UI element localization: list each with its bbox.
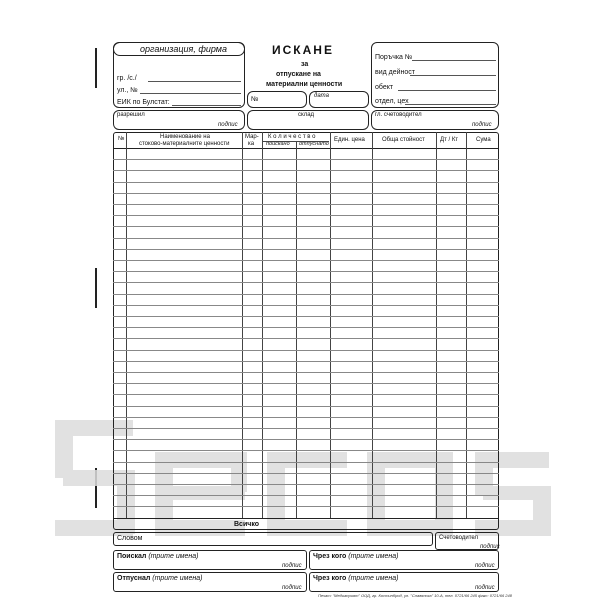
- chief-accountant-signature-label: подпис: [472, 122, 492, 128]
- through-whom-signature-label-2: подпис: [475, 585, 495, 591]
- released-by-title: Отпуснал: [117, 575, 151, 582]
- table-row-line: [113, 450, 499, 451]
- table-row-line: [113, 406, 499, 407]
- through-whom-title-2: Чрез кого: [313, 575, 347, 582]
- table-column-line: [436, 132, 437, 518]
- requested-by-signature-label: подпис: [282, 563, 302, 569]
- table-row-line: [113, 182, 499, 183]
- col-quantity-header: К о л и ч е с т в о: [268, 134, 316, 140]
- warehouse-label: склад: [298, 112, 315, 118]
- table-row-line: [113, 271, 499, 272]
- table-row-line: [113, 383, 499, 384]
- table-column-line: [330, 132, 331, 518]
- requested-by-title: Поискал: [117, 553, 147, 560]
- table-row-line: [113, 439, 499, 440]
- requested-by-label: [117, 553, 199, 560]
- col-number-header: №: [118, 136, 125, 142]
- binder-mark-top: [95, 48, 97, 88]
- col-unit-price-header: Един. цена: [334, 137, 365, 143]
- table-column-line: [126, 132, 127, 518]
- table-row-line: [113, 260, 499, 261]
- table-column-line: [466, 132, 467, 518]
- approved-by-label: разрешил: [117, 112, 145, 118]
- table-row-line: [113, 226, 499, 227]
- col-released-header: отпуснато: [299, 141, 329, 147]
- accountant-label: Счетоводител: [439, 535, 479, 541]
- col-dt-kt-header: Дт / Кт: [440, 137, 459, 143]
- department-label: отдел, цех: [375, 98, 409, 105]
- in-words-label: Словом: [117, 535, 143, 542]
- through-whom-signature-label-1: подпис: [475, 563, 495, 569]
- col-name-header-2: стоково-материалните ценности: [139, 141, 230, 147]
- released-by-signature-label: подпис: [282, 585, 302, 591]
- approved-by-signature-label: подпис: [218, 122, 238, 128]
- through-whom-hint-2: (трите имена): [348, 575, 399, 582]
- form-subtitle-1: за: [301, 61, 309, 68]
- table-row-line: [113, 506, 499, 507]
- table-row-line: [113, 316, 499, 317]
- released-by-label: [117, 575, 202, 582]
- table-row-line: [113, 428, 499, 429]
- through-whom-hint-1: (трите имена): [348, 553, 399, 560]
- requested-by-hint: (трите имена): [148, 553, 199, 560]
- col-mark-header-1: Мар-: [245, 134, 259, 140]
- table-row-line: [113, 473, 499, 474]
- col-mark-header-2: ка: [248, 141, 255, 147]
- table-row-line: [113, 327, 499, 328]
- binder-mark-middle: [95, 268, 97, 308]
- col-sum-header: Сума: [476, 137, 491, 143]
- department-field-line[interactable]: [405, 104, 496, 105]
- eik-field-line[interactable]: [172, 105, 241, 106]
- table-column-line: [242, 132, 243, 518]
- table-row-line: [113, 204, 499, 205]
- table-row-line: [113, 249, 499, 250]
- table-total-row-line: [113, 518, 499, 519]
- through-whom-label-2: [313, 575, 398, 582]
- accountant-signature-label: подпис: [480, 544, 500, 550]
- table-row-line: [113, 484, 499, 485]
- printer-imprint: Печат: "Медиаприят" ООД, гр. Костинброд, ул. "Славянска" 10-А, тел. 0721/66 245 факс: 0721/66 248: [318, 593, 512, 598]
- form-subtitle-2: отпускане на: [276, 71, 321, 78]
- table-row-line: [113, 215, 499, 216]
- table-column-line: [372, 132, 373, 518]
- col-name-header-1: Наименование на: [160, 134, 210, 140]
- table-row-line: [113, 361, 499, 362]
- date-label: дата: [314, 93, 329, 99]
- activity-field-line[interactable]: [410, 75, 496, 76]
- order-number-field-line[interactable]: [412, 60, 496, 61]
- eik-label: ЕИК по Булстат:: [117, 99, 170, 106]
- table-row-line: [113, 394, 499, 395]
- table-row-line: [113, 372, 499, 373]
- table-row-line: [113, 282, 499, 283]
- table-row-line: [113, 238, 499, 239]
- city-label: гр. /с./: [117, 75, 137, 82]
- order-number-label: Поръчка №: [375, 54, 413, 61]
- through-whom-title-1: Чрез кого: [313, 553, 347, 560]
- object-label: обект: [375, 84, 394, 91]
- total-label: Всичко: [234, 521, 260, 528]
- object-field-line[interactable]: [398, 90, 496, 91]
- table-row-line: [113, 193, 499, 194]
- form-subtitle-3: материални ценности: [266, 81, 343, 88]
- form-title: ИСКАНЕ: [272, 43, 334, 57]
- released-by-hint: (трите имена): [152, 575, 203, 582]
- col-total-header: Обща стойност: [382, 137, 425, 143]
- number-label: №: [251, 96, 259, 103]
- table-row-line: [113, 495, 499, 496]
- items-table: [113, 132, 499, 530]
- activity-label: вид дейност: [375, 69, 416, 76]
- table-header-separator: [113, 148, 499, 149]
- table-row-line: [113, 462, 499, 463]
- table-column-line: [262, 132, 263, 518]
- col-requested-header: поискано: [266, 141, 290, 147]
- table-row-line: [113, 417, 499, 418]
- table-row-line: [113, 350, 499, 351]
- street-label: ул., №: [117, 87, 138, 94]
- table-row-line: [113, 294, 499, 295]
- table-row-line: [113, 305, 499, 306]
- in-words-box[interactable]: [113, 532, 433, 546]
- table-row-line: [113, 159, 499, 160]
- through-whom-label-1: [313, 553, 398, 560]
- table-row-line: [113, 338, 499, 339]
- street-field-line[interactable]: [140, 93, 241, 94]
- chief-accountant-label: гл. счетоводител: [375, 112, 422, 118]
- table-row-line: [113, 170, 499, 171]
- organization-label: организация, фирма: [140, 44, 227, 54]
- city-field-line[interactable]: [148, 81, 241, 82]
